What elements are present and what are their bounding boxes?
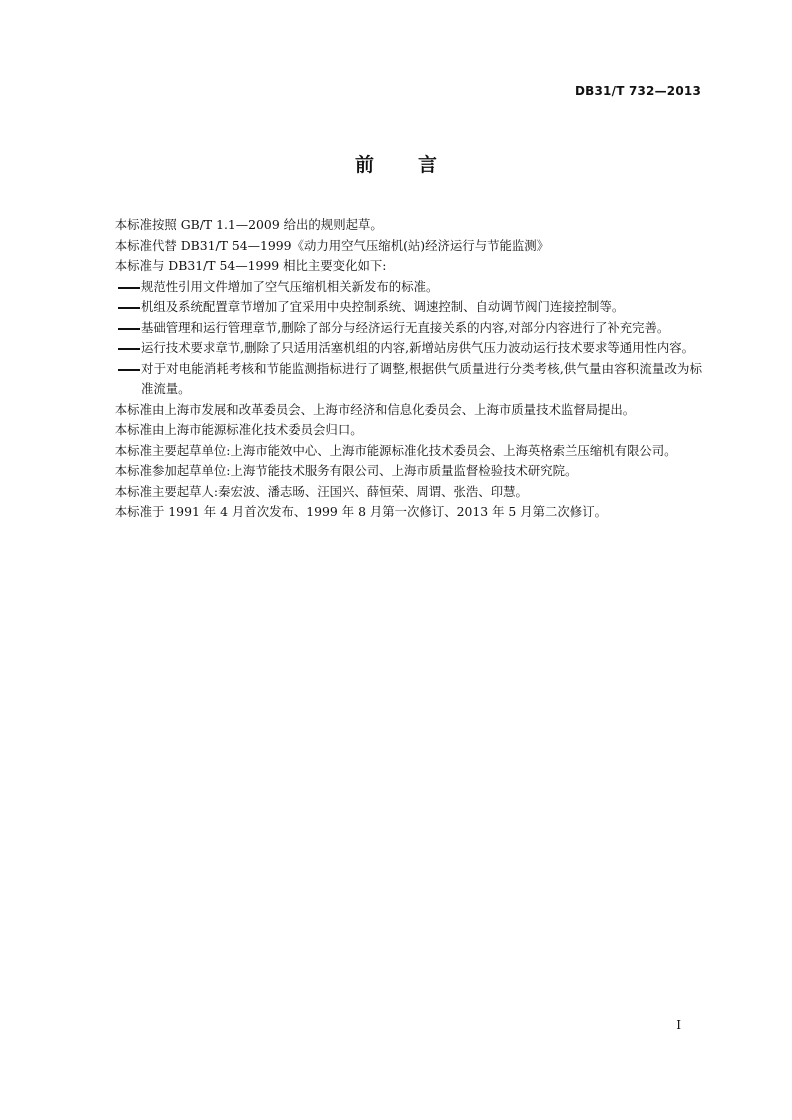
- dash-marker: [118, 287, 140, 289]
- paragraph-managed-by: 本标准由上海市能源标准化技术委员会归口。: [114, 422, 363, 437]
- page-title: 前言: [354, 154, 481, 176]
- change-text: 运行技术要求章节,删除了只适用活塞机组的内容,新增站房供气压力波动运行技术要求等通用性内容。: [141, 340, 695, 355]
- paragraph-proposed-by: 本标准由上海市发展和改革委员会、上海市经济和信息化委员会、上海市质量技术监督局提出。: [114, 401, 636, 417]
- dash-marker: [118, 369, 140, 371]
- change-text: 对于对电能消耗考核和节能监测指标进行了调整,根据供气质量进行分类考核,供气量由容积流量改为标准流量。: [141, 360, 702, 396]
- document-code: DB31/T 732—2013: [575, 84, 701, 98]
- paragraph-participating-org: 本标准参加起草单位:上海节能技术服务有限公司、上海市质量监督检验技术研究院。: [114, 463, 578, 478]
- change-item: [90, 338, 702, 359]
- paragraph-drafters: 本标准主要起草人:秦宏波、潘志旸、汪国兴、薛恒荣、周谓、张浩、印慧。: [114, 483, 528, 499]
- change-item: [90, 297, 702, 318]
- dash-marker: [118, 307, 140, 309]
- change-text: 基础管理和运行管理章节,删除了部分与经济运行无直接关系的内容,对部分内容进行了补充完善。: [141, 319, 670, 335]
- dash-marker: [118, 348, 140, 350]
- paragraph-drafting-rules: 本标准按照 GB/T 1.1—2009 给出的规则起草。: [114, 217, 383, 232]
- paragraph-history: 本标准于 1991 年 4 月首次发布、1999 年 8 月第一次修订、2013 年 5 月第二次修订。: [114, 504, 607, 519]
- change-item: [90, 359, 702, 400]
- change-item: [90, 318, 702, 339]
- change-item: [90, 277, 702, 298]
- foreword-body: [90, 215, 702, 523]
- change-text: 机组及系统配置章节增加了宜采用中央控制系统、调速控制、自动调节阀门连接控制等。: [141, 299, 625, 314]
- page-number: I: [676, 1018, 681, 1032]
- dash-marker: [118, 328, 140, 330]
- change-text: 规范性引用文件增加了空气压缩机相关新发布的标准。: [141, 278, 439, 294]
- paragraph-main-drafters-org: 本标准主要起草单位:上海市能效中心、上海市能源标准化技术委员会、上海英格索兰压缩机有限公司。: [114, 442, 677, 458]
- paragraph-replaces: 本标准代替 DB31/T 54—1999《动力用空气压缩机(站)经济运行与节能监测》: [114, 237, 550, 253]
- paragraph-changes-intro: 本标准与 DB31/T 54—1999 相比主要变化如下:: [114, 258, 387, 273]
